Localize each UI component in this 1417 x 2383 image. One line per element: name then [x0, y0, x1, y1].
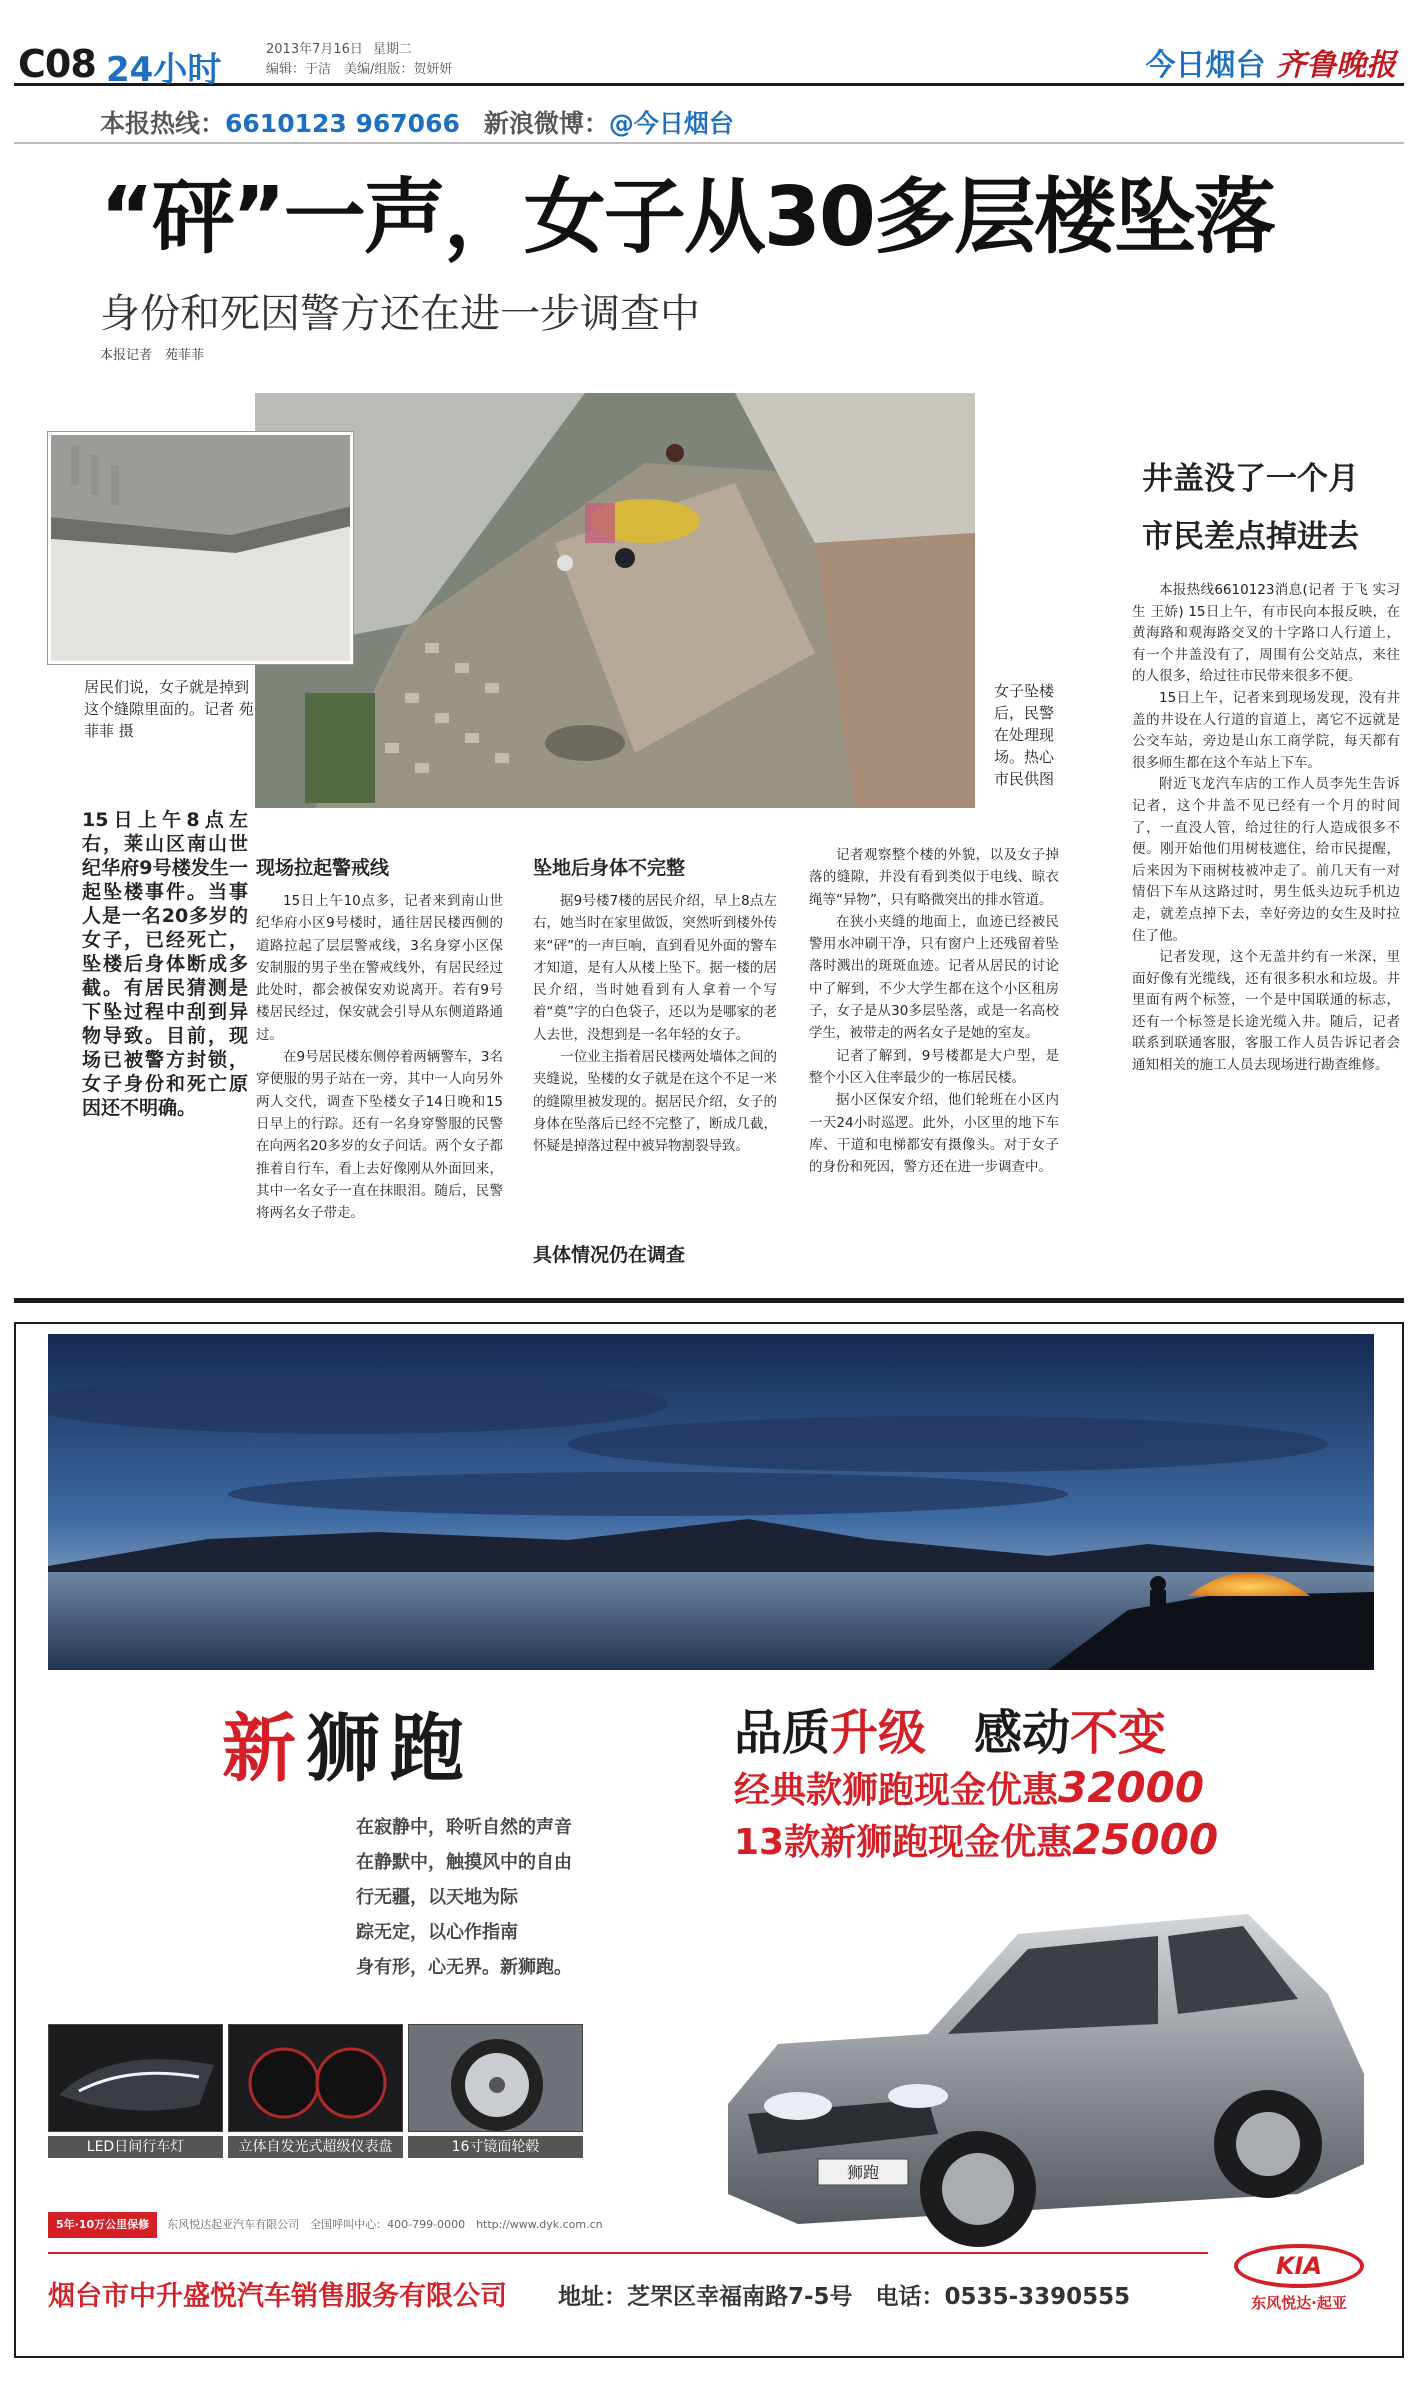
license-plate: 狮跑 — [846, 2163, 880, 2182]
paragraph: 据小区保安介绍，他们轮班在小区内一天24小时巡逻。此外，小区里的地下车库、干道和电梯都安有摄像头。对于女子的身份和死因，警方还在进一步调查中。 — [809, 1092, 1059, 1176]
dashboard-thumb — [228, 2024, 403, 2132]
ad-slogan — [734, 1694, 1166, 1763]
lake-night-photo — [48, 1334, 1374, 1670]
photo-caption: 女子坠楼后，民警在处理现场。热心市民供图 — [994, 682, 1055, 788]
offer-amount: 25000 — [1072, 1815, 1219, 1864]
scene-photo — [255, 393, 975, 808]
kia-badge: KIA — [1234, 2244, 1364, 2288]
paragraph: 在9号居民楼东侧停着两辆警车，3名穿便服的男子站在一旁，其中一人向另外两人交代，调查下坠楼女子14日晚和15日早上的行踪。还有一名身穿警服的民警在向两名20多岁的女子问话。两个女子都推着自行车，看上去好像刚从外面回来，其中一名女子一直在抹眼泪。随后，民警将两名女子带走。 — [256, 1049, 503, 1222]
weibo-handle: @今日烟台 — [608, 109, 734, 138]
ad-poem-line: 在寂静中，聆听自然的声音 — [356, 1817, 572, 1838]
hotline-label: 本报热线： — [100, 109, 226, 138]
ad-poem-line: 在静默中，触摸风中的自由 — [356, 1852, 572, 1873]
car-advertisement — [14, 1322, 1404, 2358]
kia-logo — [1224, 2244, 1374, 2313]
issue-meta — [266, 40, 452, 80]
paragraph: 附近飞龙汽车店的工作人员李先生告诉记者，这个井盖不见已经有一个月的时间了，一直没人管，给过往的行人造成很多不便。刚开始他们用树枝遮住，给市民提醒，后来因为下雨树枝被冲走了。前几天有一对情侣下车从这路过时，男生低头边玩手机边走，就差点掉下去，幸好旁边的女生及时拉住了他。 — [1132, 776, 1400, 944]
section-name: 24小时 — [106, 50, 222, 90]
feature-label: 立体自发光式超级仪表盘 — [228, 2136, 403, 2158]
ad-poem — [356, 1810, 586, 1985]
paragraph: 记者发现，这个无盖井约有一米深，里面好像有光缆线，还有很多积水和垃圾。井里面有两个标签，一个是中国联通的标志，还有一个标签是长途光缆入井。随后，记者联系到联通客服，客服工作人员告诉记者会通知相关的施工人员去现场进行勘查维修。 — [1132, 949, 1400, 1074]
article-column-3 — [809, 844, 1059, 1178]
ad-poem-line: 踪无定，以心作指南 — [356, 1922, 518, 1943]
paragraph: 15日上午10点多，记者来到南山世纪华府小区9号楼时，通往居民楼西侧的道路拉起了层层警戒线，3名身穿小区保安制服的男子坐在警戒线外，有居民经过此处时，都会被保安劝说离开。若有9号楼居民经过，保安就会引导从东侧道路通过。 — [256, 893, 503, 1043]
issue-date: 2013年7月16日 — [266, 42, 363, 57]
divider — [14, 1298, 1404, 1303]
offer-amount: 32000 — [1058, 1763, 1205, 1812]
lead-paragraph: 15日上午8点左右，莱山区南山世纪华府9号楼发生一起坠楼事件。当事人是一名20多岁的女子，已经死亡，坠楼后身体断成多截。有居民猜测是下坠过程中刮到异物导致。目前，现场已被警方封锁，女子身份和死亡原因还不明确。 — [82, 809, 248, 1119]
model-name-logo — [222, 1690, 474, 1796]
wheel-thumb — [408, 2024, 583, 2132]
paragraph: 记者观察整个楼的外貌，以及女子掉落的缝隙，并没有看到类似于电线、晾衣绳等“异物”，只有略微突出的排水管道。 — [809, 847, 1059, 908]
weibo-label: 新浪微博： — [483, 109, 609, 138]
headline: “砰”一声，女子从30多层楼坠落 — [100, 170, 1274, 265]
editors: 编辑：于洁 美编/组版：贺妍妍 — [266, 62, 453, 77]
section-heading: 坠地后身体不完整 — [533, 857, 686, 879]
masthead-city: 今日烟台 — [1145, 48, 1266, 83]
suv-image — [688, 1874, 1384, 2274]
slogan-part: 不变 — [1070, 1705, 1167, 1761]
model-char-accent: 新 — [222, 1706, 306, 1792]
feature-label: 16寸镜面轮毂 — [408, 2136, 583, 2158]
section-heading: 具体情况仍在调查 — [533, 1244, 686, 1266]
page-number: C08 — [18, 42, 96, 86]
paragraph: 在狭小夹缝的地面上，血迹已经被民警用水冲刷干净，只有窗户上还残留着坠落时溅出的斑斑血迹。记者从居民的讨论中了解到，不少大学生都在这个小区租房子，女子是从30多层坠落，或是一名高校学生，被带走的两名女子是她的室友。 — [809, 913, 1059, 1042]
offer-new — [734, 1814, 1218, 1865]
model-char-rest: 狮跑 — [306, 1706, 474, 1792]
paragraph: 15日上午，记者来到现场发现，没有井盖的井设在人行道的盲道上，离它不远就是公交车站，旁边是山东工商学院，每天都有很多师生都在这个车站上下车。 — [1132, 689, 1400, 771]
hotline-numbers: 6610123 967066 — [225, 109, 460, 138]
gap-photo — [48, 432, 353, 664]
side-story-body — [1132, 580, 1400, 1077]
warranty-line — [48, 2212, 648, 2238]
subheadline: 身份和死因警方还在进一步调查中 — [100, 291, 700, 337]
divider — [48, 2252, 1208, 2254]
hotline-bar — [100, 104, 734, 140]
divider — [14, 142, 1404, 144]
slogan-part: 品质 — [734, 1705, 831, 1761]
page-header — [14, 28, 1404, 90]
article-column-2 — [533, 852, 777, 1158]
slogan-part: 升级 — [830, 1705, 927, 1761]
paragraph: 记者了解到，9号楼都是大户型，是整个小区入住率最少的一栋居民楼。 — [809, 1047, 1059, 1086]
led-headlight-thumb — [48, 2024, 223, 2132]
masthead-brand: 齐鲁晚报 — [1276, 48, 1396, 83]
side-story-title — [1142, 450, 1402, 566]
kia-subtitle: 东风悦达·起亚 — [1251, 2294, 1347, 2312]
paragraph: 据9号楼7楼的居民介绍，早上8点左右，她当时在家里做饭，突然听到楼外传来“砰”的一声巨响，直到看见外面的警车才知道，是有人从楼上坠下。据一楼的居民介绍，当时她看到有人拿着一个写着“奠”字的白色袋子，还以为是哪家的老人去世，没想到是一名年轻的女子。 — [533, 893, 777, 1043]
warranty-tag: 5年·10万公里保修 — [48, 2212, 157, 2238]
offer-text: 13款新狮跑现金优惠 — [734, 1822, 1073, 1863]
offer-text: 经典款狮跑现金优惠 — [734, 1770, 1059, 1811]
feature-label: LED日间行车灯 — [48, 2136, 223, 2158]
warranty-text: 东风悦达起亚汽车有限公司 全国呼叫中心：400-799-0000 http://www.dyk.com.cn — [167, 2218, 603, 2231]
slogan-part: 感动 — [974, 1705, 1071, 1761]
masthead — [1146, 40, 1396, 84]
ad-poem-line: 行无疆，以天地为际 — [356, 1887, 518, 1908]
issue-weekday: 星期二 — [372, 42, 412, 57]
side-title-line: 井盖没了一个月 — [1142, 461, 1359, 497]
dealer-address: 地址：芝罘区幸福南路7-5号 电话：0535-3390555 — [558, 2284, 1131, 2310]
dealer-name: 烟台市中升盛悦汽车销售服务有限公司 — [48, 2281, 507, 2312]
paragraph: 一位业主指着居民楼两处墙体之间的夹缝说，坠楼的女子就是在这个不足一米的缝隙里被发现的。据居民介绍，女子的身体在坠落后已经不完整了，断成几截，怀疑是掉落过程中被异物割裂导致。 — [533, 1049, 777, 1155]
ad-poem-line: 身有形，心无界。新狮跑。 — [356, 1957, 572, 1978]
offer-classic — [734, 1762, 1204, 1813]
inset-caption: 居民们说，女子就是掉到这个缝隙里面的。记者 苑菲菲 摄 — [84, 678, 254, 740]
article-column-1 — [256, 852, 503, 1224]
side-title-line: 市民差点掉进去 — [1142, 519, 1359, 555]
section-heading: 现场拉起警戒线 — [256, 857, 390, 879]
paragraph: 本报热线6610123消息(记者 于飞 实习生 王娇) 15日上午，有市民向本报反映，在黄海路和观海路交叉的十字路口人行道上，有一个井盖没有了，周围有公交站点，来往的人很多，给过往市民带来很多不便。 — [1132, 582, 1400, 685]
byline: 本报记者 苑菲菲 — [100, 348, 205, 363]
